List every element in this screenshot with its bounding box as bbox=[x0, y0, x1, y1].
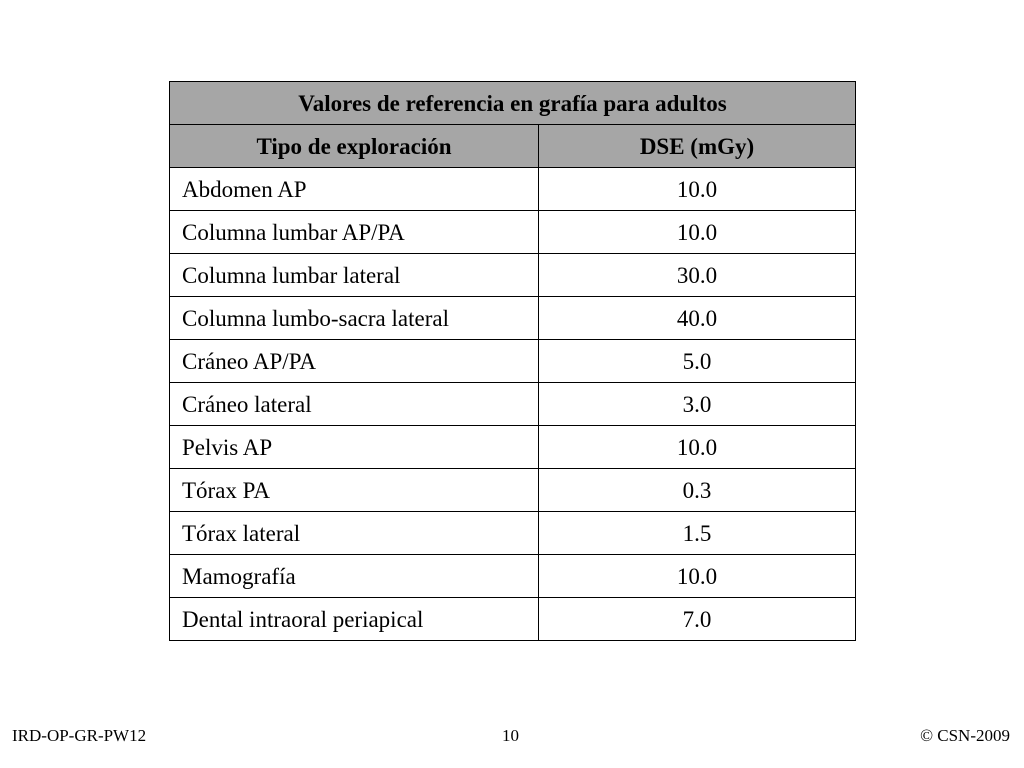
page-number: 10 bbox=[502, 726, 519, 745]
table-body bbox=[170, 168, 856, 641]
dse-value-cell: 30.0 bbox=[539, 254, 856, 297]
exam-type-cell: Columna lumbo-sacra lateral bbox=[170, 297, 539, 340]
exam-type-cell: Pelvis AP bbox=[170, 426, 539, 469]
table-title-row bbox=[170, 82, 856, 125]
table-row bbox=[170, 340, 856, 383]
exam-type-cell: Cráneo lateral bbox=[170, 383, 539, 426]
dse-value-cell: 10.0 bbox=[539, 426, 856, 469]
exam-type-cell: Abdomen AP bbox=[170, 168, 539, 211]
dse-value-cell: 10.0 bbox=[539, 168, 856, 211]
dse-value-cell: 5.0 bbox=[539, 340, 856, 383]
dse-value-cell: 10.0 bbox=[539, 555, 856, 598]
table-title: Valores de referencia en grafía para adultos bbox=[170, 82, 856, 125]
table-row bbox=[170, 254, 856, 297]
exam-type-cell: Columna lumbar AP/PA bbox=[170, 211, 539, 254]
table-row bbox=[170, 168, 856, 211]
table-row bbox=[170, 383, 856, 426]
exam-type-cell: Columna lumbar lateral bbox=[170, 254, 539, 297]
reference-values-table bbox=[169, 81, 856, 641]
dse-value-cell: 10.0 bbox=[539, 211, 856, 254]
table-row bbox=[170, 297, 856, 340]
table-row bbox=[170, 469, 856, 512]
column-header-exam-type: Tipo de exploración bbox=[170, 125, 539, 168]
dse-value-cell: 0.3 bbox=[539, 469, 856, 512]
table-header-row bbox=[170, 125, 856, 168]
table-row bbox=[170, 598, 856, 641]
table-row bbox=[170, 426, 856, 469]
table-row bbox=[170, 555, 856, 598]
exam-type-cell: Tórax lateral bbox=[170, 512, 539, 555]
document-code: IRD-OP-GR-PW12 bbox=[12, 726, 147, 745]
dse-value-cell: 40.0 bbox=[539, 297, 856, 340]
exam-type-cell: Dental intraoral periapical bbox=[170, 598, 539, 641]
dse-value-cell: 3.0 bbox=[539, 383, 856, 426]
table-row bbox=[170, 211, 856, 254]
copyright-notice: © CSN-2009 bbox=[920, 726, 1010, 745]
dse-value-cell: 1.5 bbox=[539, 512, 856, 555]
exam-type-cell: Mamografía bbox=[170, 555, 539, 598]
dse-value-cell: 7.0 bbox=[539, 598, 856, 641]
exam-type-cell: Tórax PA bbox=[170, 469, 539, 512]
exam-type-cell: Cráneo AP/PA bbox=[170, 340, 539, 383]
column-header-dse: DSE (mGy) bbox=[539, 125, 856, 168]
table-row bbox=[170, 512, 856, 555]
